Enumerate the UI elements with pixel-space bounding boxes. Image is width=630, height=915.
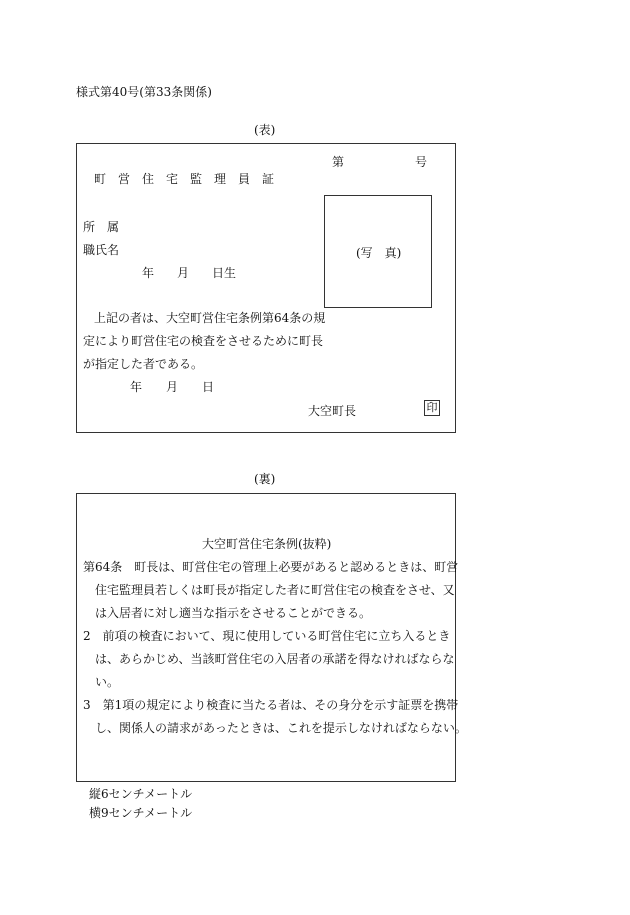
birth-day-label: 日生 (212, 266, 237, 280)
size-width-note: 横9センチメートル (89, 806, 193, 820)
article-64-line-2: 住宅監理員若しくは町長が指定した者に町営住宅の検査をさせ、又 (95, 583, 455, 597)
affiliation-label: 所 属 (83, 220, 120, 234)
paragraph-2-line-2: は、あらかじめ、当該町営住宅の入居者の承諾を得なければならな (95, 652, 455, 666)
form-id: 様式第40号(第33条関係) (76, 85, 212, 99)
paragraph-2-line-3: い。 (95, 675, 120, 689)
name-label: 職氏名 (83, 243, 120, 257)
article-64-line-1: 第64条 町長は、町営住宅の管理上必要があると認めるときは、町営 (83, 560, 459, 574)
paragraph-3-line-2: し、関係人の請求があったときは、これを提示しなければならない。 (95, 721, 467, 735)
number-suffix: 号 (415, 155, 428, 169)
certification-line-1: 上記の者は、大空町営住宅条例第64条の規 (94, 311, 326, 325)
card-title: 町 営 住 宅 監 理 員 証 (94, 172, 275, 186)
size-height-note: 縦6センチメートル (89, 787, 193, 801)
paragraph-3-line-1: 3 第1項の規定により検査に当たる者は、その身分を示す証票を携帯 (83, 698, 459, 712)
certification-line-3: が指定した者である。 (83, 357, 204, 371)
number-prefix: 第 (332, 155, 345, 169)
certification-line-2: 定により町営住宅の検査をさせるために町長 (83, 334, 324, 348)
back-side-label: (裏) (254, 472, 276, 486)
article-64-line-3: は入居者に対し適当な指示をさせることができる。 (95, 606, 372, 620)
paragraph-2-line-1: 2 前項の検査において、現に使用している町営住宅に立ち入るとき (83, 629, 451, 643)
seal-stamp: 印 (424, 400, 440, 416)
ordinance-title: 大空町営住宅条例(抜粋) (202, 537, 332, 551)
issue-month-label: 月 (166, 380, 179, 394)
photo-label: (写 真) (356, 246, 402, 260)
issue-day-label: 日 (202, 380, 215, 394)
birth-year-label: 年 (142, 266, 155, 280)
front-side-label: (表) (254, 123, 276, 137)
birth-month-label: 月 (177, 266, 190, 280)
issue-year-label: 年 (130, 380, 143, 394)
issuer-name: 大空町長 (308, 404, 357, 418)
